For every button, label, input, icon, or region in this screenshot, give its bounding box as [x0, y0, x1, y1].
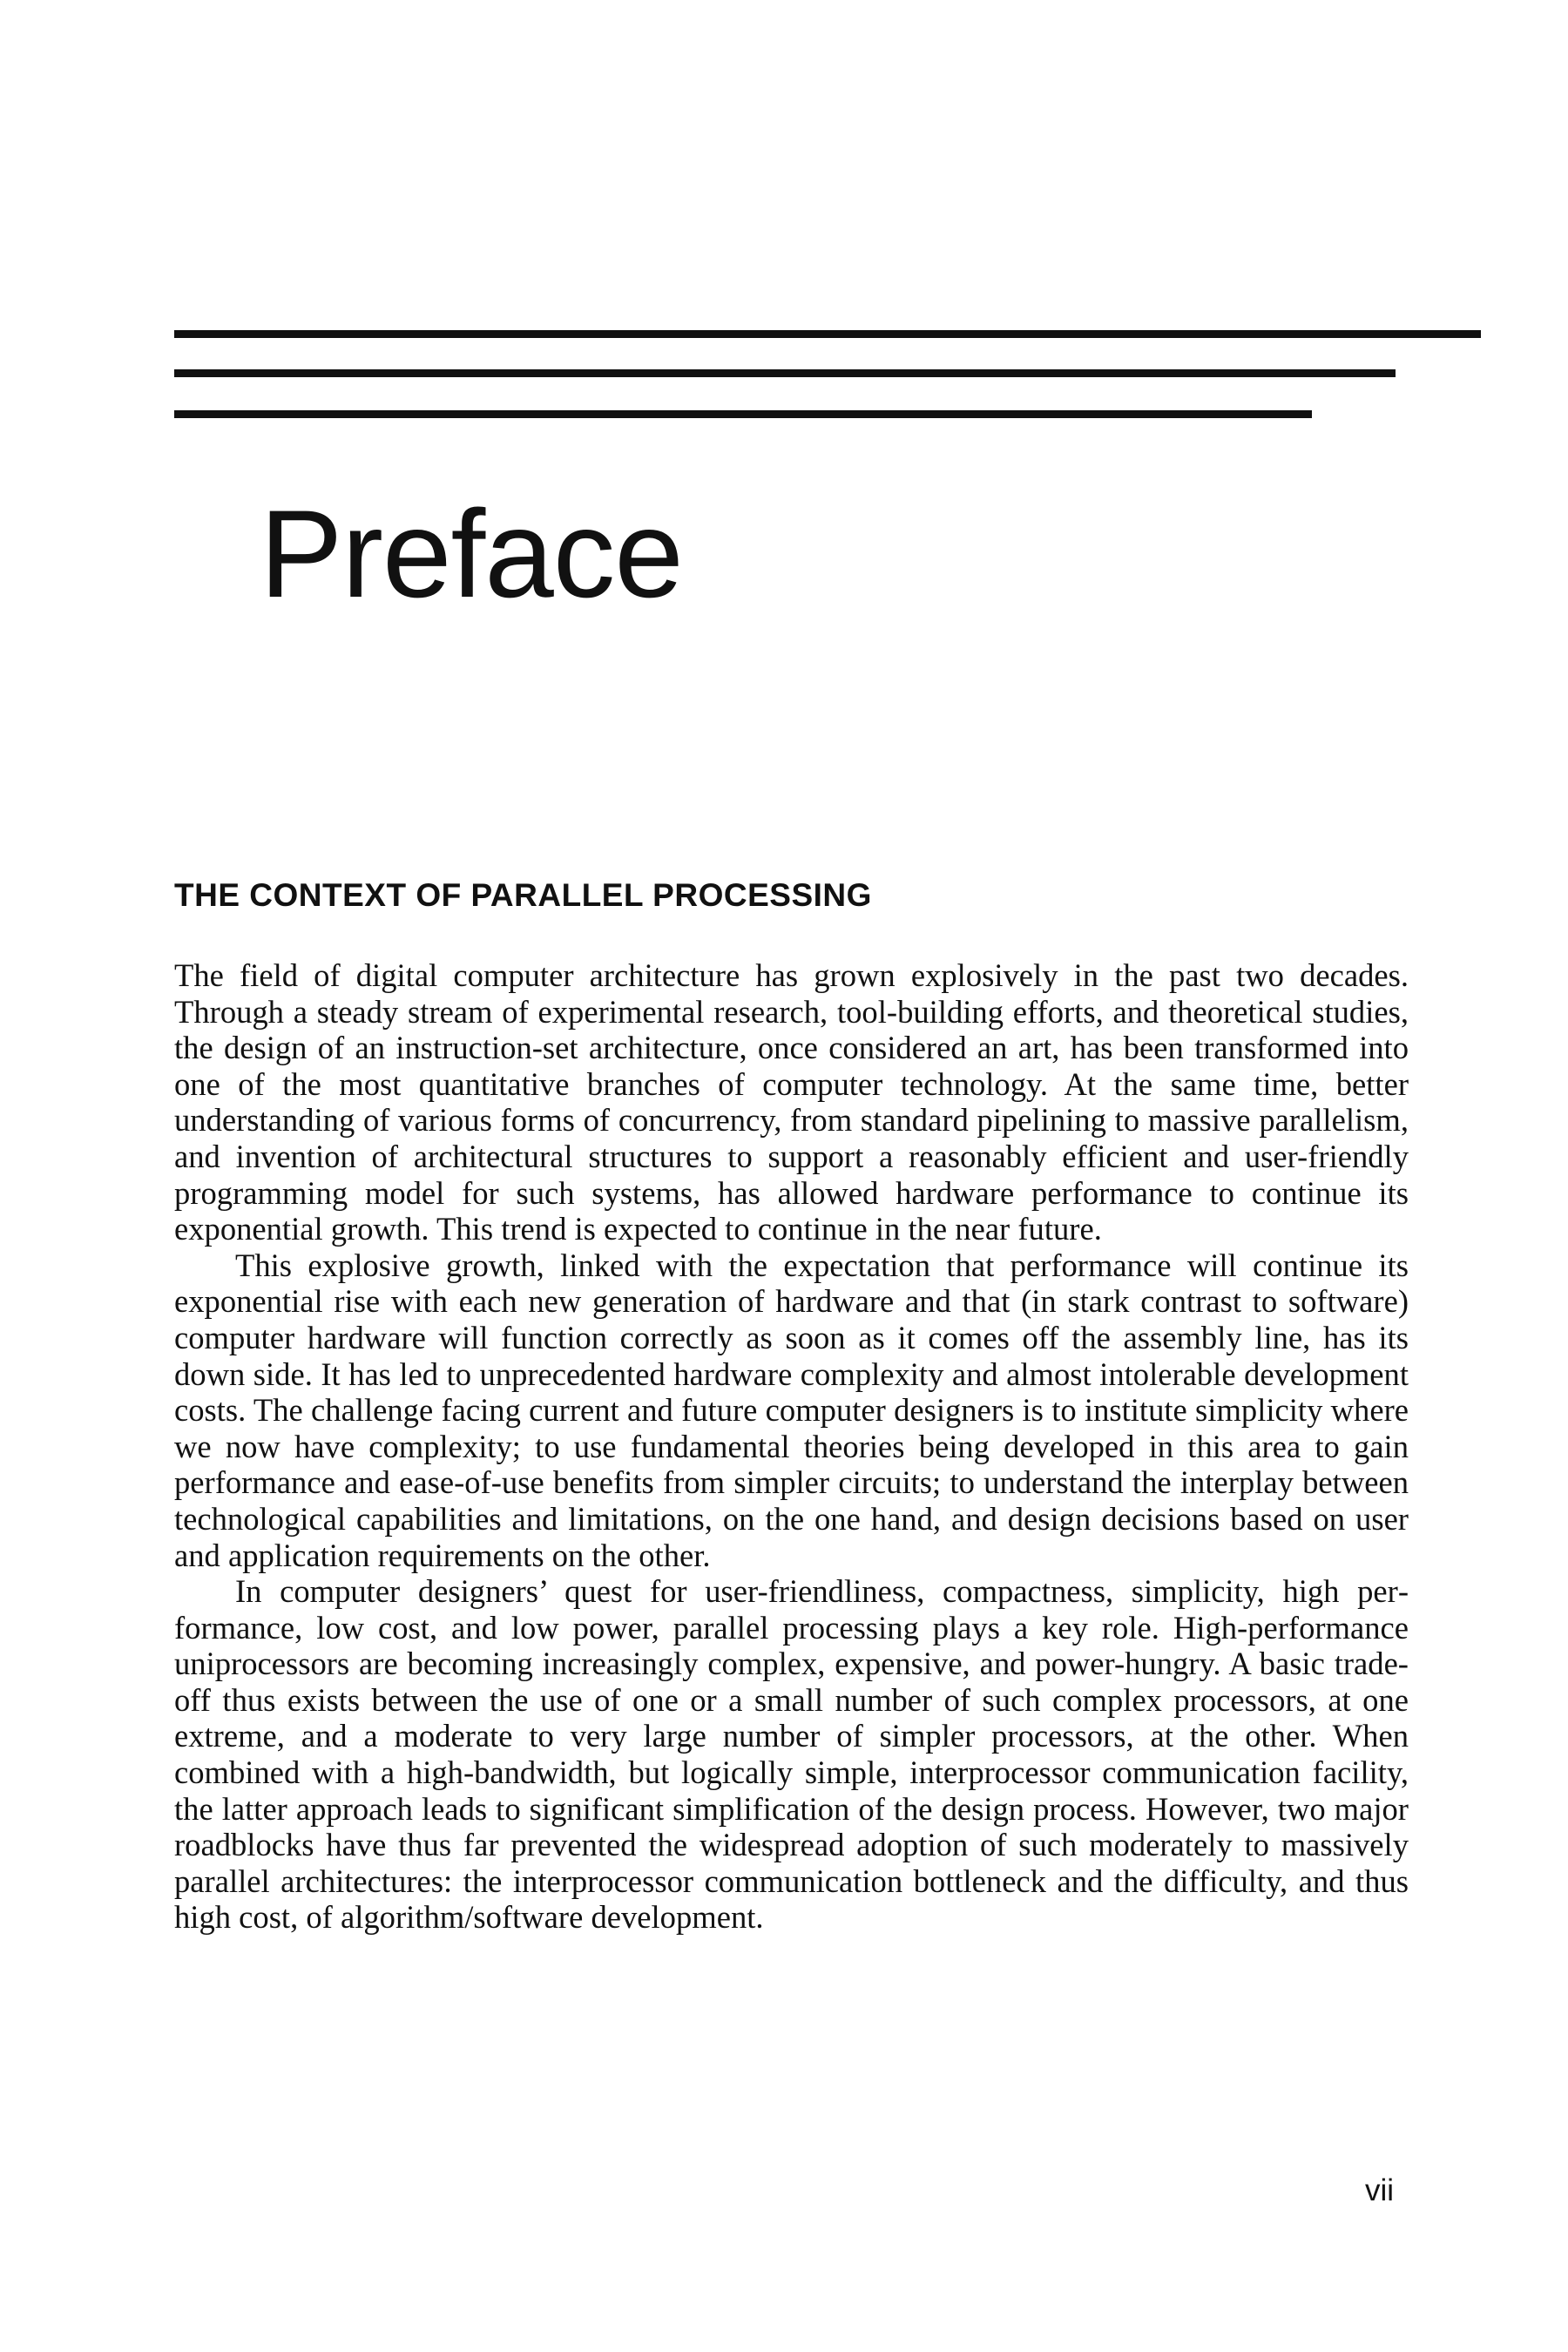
- decorative-rule-middle: [174, 369, 1396, 377]
- paragraph-1: The field of digital computer architecture has grown explosively in the past two decades. Through a steady stream of experimental research, tool-building efforts, and theoretical studies, the design of an instruction-set architecture, once considered an art, has been transformed into one of the most quantitative branches of computer technology. At the same time, better understanding of various forms of concurrency, from standard pipelining to massive parallelism, and invention of architectural structures to support a reasonably efficient and user-friendly programming model for such systems, has allowed hardware performance to continue its exponential growth. This trend is expected to continue in the near future.: [174, 957, 1409, 1247]
- section-heading: THE CONTEXT OF PARALLEL PROCESSING: [174, 877, 872, 913]
- body-text: [174, 957, 1409, 1936]
- decorative-rule-top: [174, 330, 1481, 338]
- page-number: vii: [1365, 2173, 1395, 2207]
- paragraph-3: In computer designers’ quest for user-friendliness, compactness, simplicity, high performance, low cost, and low power, parallel processing plays a key role. High-performance uniprocessors are becoming increasingly complex, expensive, and power-hungry. A basic trade-off thus exists between the use of one or a small number of such complex processors, at one extreme, and a moderate to very large number of simpler processors, at the other. When combined with a high-bandwidth, but logically simple, interprocessor communication facility, the latter approach leads to significant simplification of the design process. However, two major roadblocks have thus far prevented the widespread adoption of such moderately to massively parallel architectures: the interprocessor communication bottleneck and the difficulty, and thus high cost, of algorithm/software development.: [174, 1573, 1409, 1936]
- paragraph-2: This explosive growth, linked with the expectation that performance will continue its exponential rise with each new generation of hardware and that (in stark contrast to software) computer hardware will function correctly as soon as it comes off the assembly line, has its down side. It has led to unprecedented hardware complexity and almost intolerable development costs. The challenge facing current and future computer designers is to institute simplicity where we now have complexity; to use fundamental theories being developed in this area to gain performance and ease-of-use benefits from simpler circuits; to understand the interplay between technological capabilities and limitations, on the one hand, and design decisions based on user and application requirements on the other.: [174, 1247, 1409, 1573]
- decorative-rule-bottom: [174, 410, 1312, 418]
- chapter-title: Preface: [260, 485, 683, 624]
